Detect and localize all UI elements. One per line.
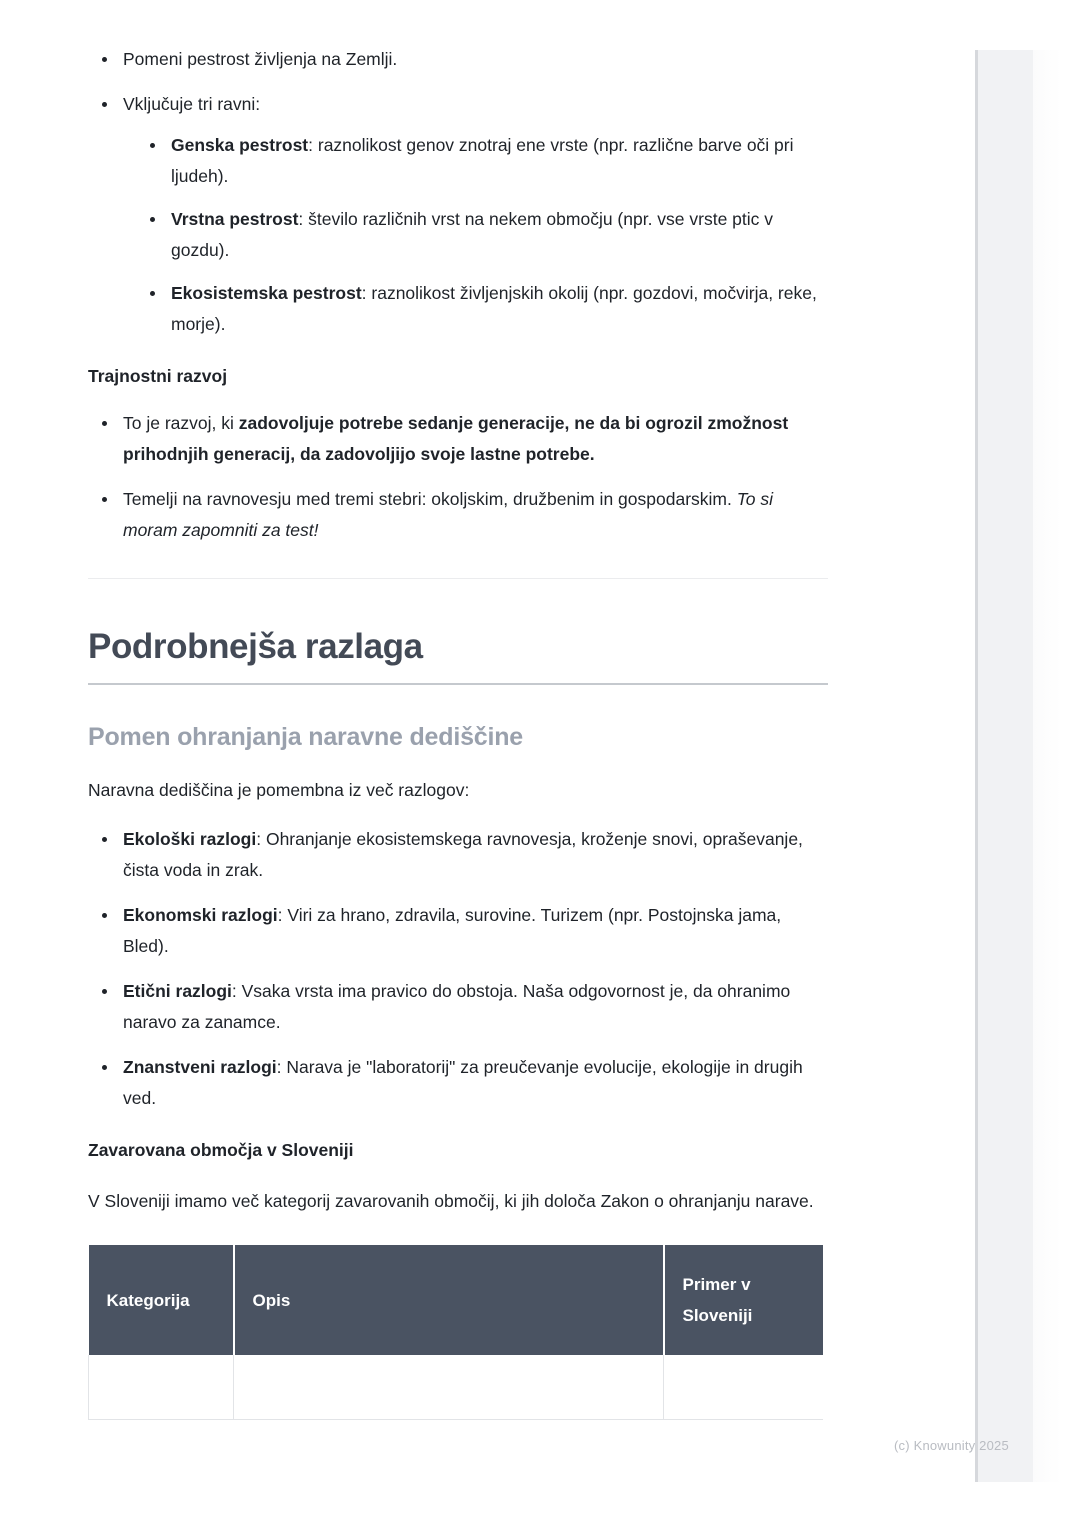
term-ekosistemska-pestrost: Ekosistemska pestrost (171, 283, 362, 303)
table-header (89, 1245, 823, 1355)
term-genska-pestrost: Genska pestrost (171, 135, 309, 155)
page-edge-fade (1033, 50, 1080, 1482)
term-description: : Narava je "laboratorij" za preučevanje evolucije, ekologije in drugih ved. (123, 1057, 803, 1108)
list-item (88, 484, 828, 546)
term-ekoloski-razlogi: Ekološki razlogi (123, 829, 257, 849)
column-header-primer-v-sloveniji: Primer v Sloveniji (664, 1245, 823, 1355)
term-eticni-razlogi: Etični razlogi (123, 981, 232, 1001)
list-item (88, 89, 828, 340)
subsection-heading-trajnostni-razvoj: Trajnostni razvoj (88, 366, 228, 386)
list-item (88, 900, 828, 962)
table-cell-kategorija (89, 1355, 234, 1419)
table-cell-opis (234, 1355, 664, 1419)
column-header-kategorija: Kategorija (89, 1245, 234, 1355)
column-header-opis: Opis (234, 1245, 664, 1355)
list-item (138, 204, 828, 266)
page-edge-strip (975, 50, 1035, 1482)
page-title: Podrobnejša razlaga (88, 627, 423, 666)
levels-sublist-wrapper (138, 130, 828, 340)
term-description: : Vsaka vrsta ima pravico do obstoja. Naša odgovornost je, da ohranimo naravo za zanamce. (123, 981, 791, 1032)
bullet-text-lead: To je razvoj, ki (123, 413, 239, 433)
term-description: : Viri za hrano, zdravila, surovine. Turizem (npr. Postojnska jama, Bled). (123, 905, 782, 956)
levels-sublist (138, 130, 828, 340)
term-ekonomski-razlogi: Ekonomski razlogi (123, 905, 278, 925)
sustainable-development-list (88, 408, 828, 546)
subsection-heading-zavarovana-obmocja: Zavarovana območja v Sloveniji (88, 1140, 354, 1160)
table-body (89, 1355, 823, 1419)
section-divider-top (88, 578, 828, 579)
biodiversity-bullet-list (88, 44, 828, 340)
term-description: : število različnih vrst na nekem območju (npr. vse vrste ptic v gozdu). (171, 209, 774, 260)
bullet-text-lead: Temelji na ravnovesju med tremi stebri: okoljskim, družbenim in gospodarskim. (123, 489, 737, 509)
list-item (88, 408, 828, 470)
protected-areas-paragraph: V Sloveniji imamo več kategorij zavarovanih območij, ki jih določa Zakon o ohranjanju narave. (88, 1191, 814, 1211)
title-underline-rule (88, 683, 828, 685)
term-description: : Ohranjanje ekosistemskega ravnovesja, kroženje snovi, opraševanje, čista voda in zrak. (123, 829, 803, 880)
table-row (89, 1355, 823, 1419)
table-cell-primer (664, 1355, 823, 1419)
list-item (138, 130, 828, 192)
list-item (88, 1052, 828, 1114)
section-heading-pomen-ohranjanja: Pomen ohranjanja naravne dediščine (88, 723, 524, 751)
list-item (88, 44, 828, 75)
term-description: : raznolikost življenjskih okolij (npr. gozdovi, močvirja, reke, morje). (171, 283, 817, 334)
bullet-text: Vključuje tri ravni: (123, 94, 261, 114)
term-znanstveni-razlogi: Znanstveni razlogi (123, 1057, 277, 1077)
list-item (88, 976, 828, 1038)
bullet-text-note: To si moram zapomniti za test! (123, 489, 774, 540)
bullet-text: Pomeni pestrost življenja na Zemlji. (123, 49, 398, 69)
reasons-list (88, 824, 828, 1114)
page-content (88, 44, 828, 1420)
protected-areas-table-wrapper (88, 1245, 822, 1420)
term-vrstna-pestrost: Vrstna pestrost (171, 209, 299, 229)
protected-areas-table (88, 1245, 823, 1420)
table-header-row (89, 1245, 823, 1355)
term-description: : raznolikost genov znotraj ene vrste (npr. različne barve oči pri ljudeh). (171, 135, 794, 186)
bullet-text-emphasis: zadovoljuje potrebe sedanje generacije, ne da bi ogrozil zmožnost prihodnjih generacij, da zadovoljijo svoje lastne potrebe. (123, 413, 789, 464)
copyright-watermark: (c) Knowunity 2025 (894, 1438, 1009, 1453)
list-item (88, 824, 828, 886)
lead-paragraph: Naravna dediščina je pomembna iz več razlogov: (88, 780, 470, 800)
list-item (138, 278, 828, 340)
